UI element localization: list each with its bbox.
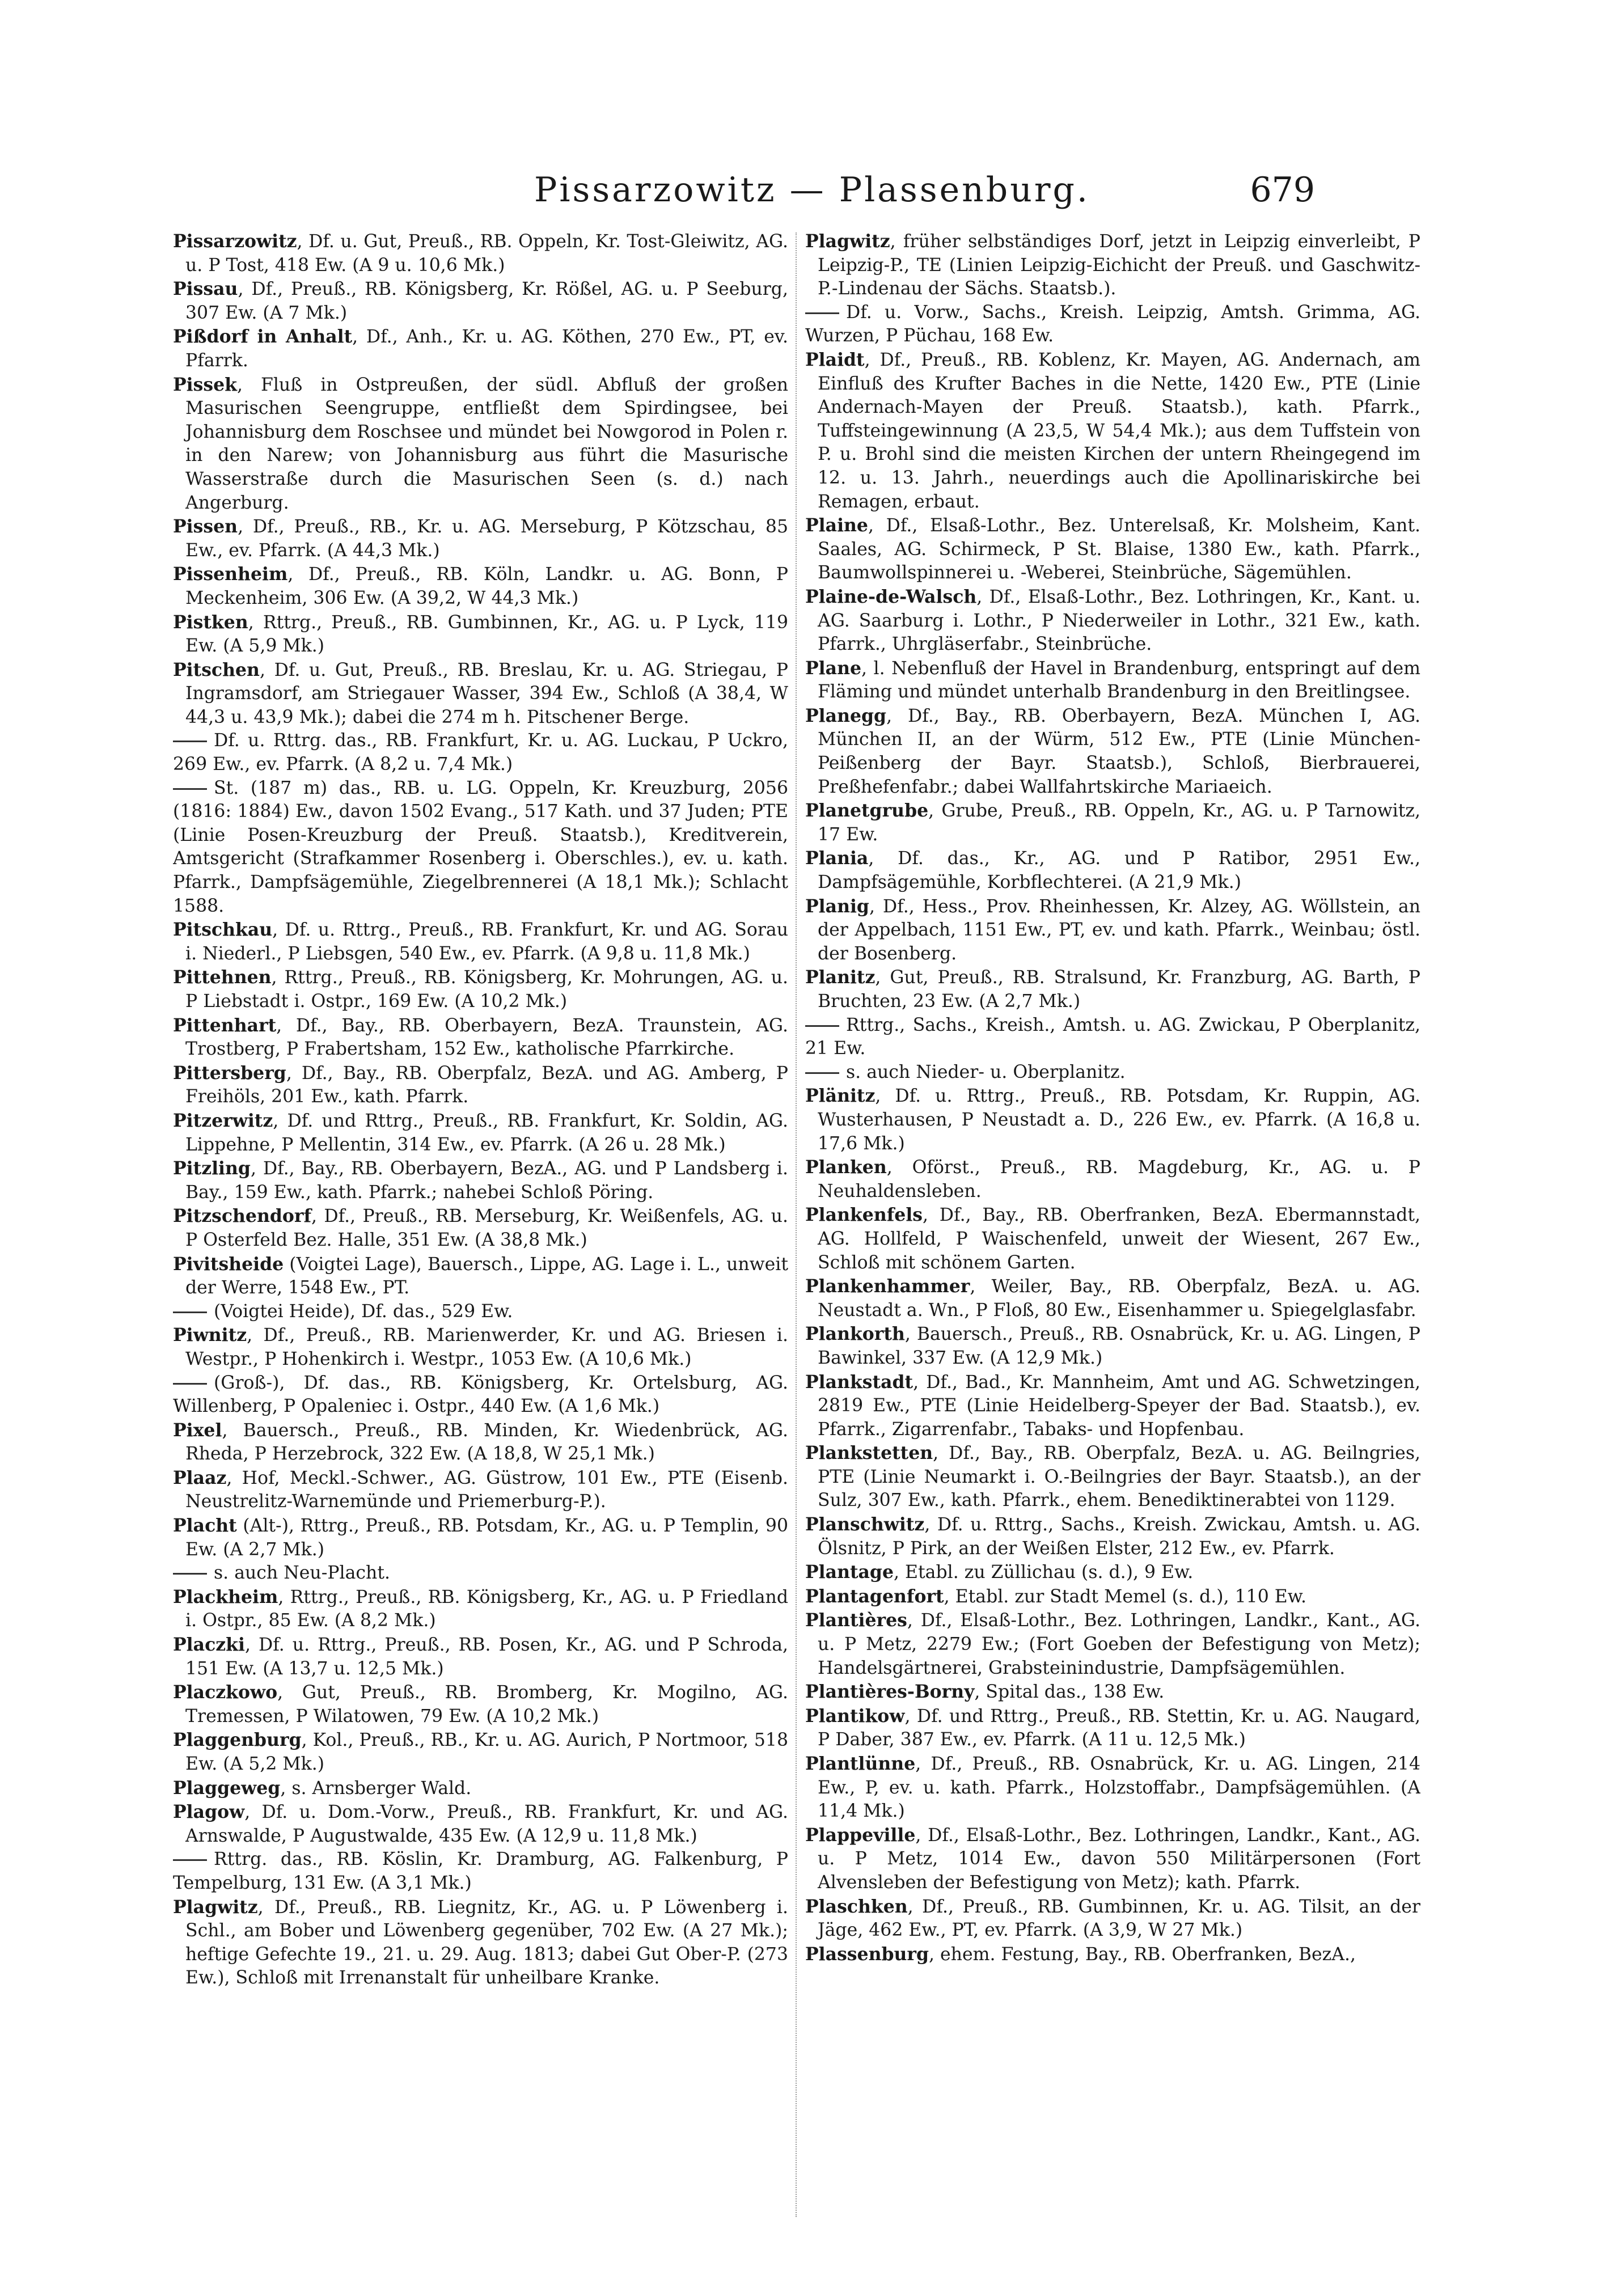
entry-text: , Df., Anh., Kr. u. AG. Köthen, 270 Ew., PT, ev. Pfarrk.	[185, 327, 788, 371]
gazetteer-entry	[805, 348, 1420, 514]
column-divider	[796, 232, 797, 2217]
entry-headword: Planegg	[805, 705, 887, 726]
entry-text: , Weiler, Bay., RB. Oberpfalz, BezA. u. AG. Neustadt a. Wn., P Floß, 80 Ew., Eisenhammer u. Spiegelglasfabr.	[818, 1276, 1420, 1321]
entry-headword: Planig	[805, 895, 869, 917]
entry-text: (Voigtei Lage), Bauersch., Lippe, AG. Lage i. L., unweit der Werre, 1548 Ew., PT.	[185, 1254, 788, 1298]
entry-headword: Plagow	[173, 1801, 245, 1823]
left-column	[173, 230, 788, 2226]
entry-text: , Spital das., 138 Ew.	[974, 1682, 1165, 1703]
entry-text: , Df., Preuß., RB. Koblenz, Kr. Mayen, AG. Andernach, am Einfluß des Krufter Baches in die Nette, 1420 Ew., PTE (Linie Andernach-Mayen der Preuß. Staatsb.), kath. Pfarrk., Tuffsteingewinnung (A 23,5, W 54,4 Mk.); aus dem Tuffstein von P. u. Brohl sind die meisten Kirchen der untern Rheingegend im 12. u. 13. Jahrh., neuerdings auch die Apollinariskirche bei Remagen, erbaut.	[818, 349, 1420, 512]
entry-headword: Planken	[805, 1157, 887, 1178]
gazetteer-entry	[173, 1896, 788, 1990]
entry-text: St. (187 m) das., RB. u. LG. Oppeln, Kr. Kreuzburg, 2056 (1816: 1884) Ew., davon 1502 Evang., 517 Kath. und 37 Juden; PTE (Linie Posen-Kreuzburg der Preuß. Staatsb.), Kreditverein, Amtsgericht (Strafkammer Rosenberg i. Oberschles.), ev. u. kath. Pfarrk., Dampfsägemühle, Ziegelbrennerei (A 18,1 Mk.); Schlacht 1588.	[173, 777, 788, 916]
entry-text: , Df., Bay., RB. Oberfranken, BezA. Ebermannstadt, AG. Hollfeld, P Waischenfeld, unweit der Wiesent, 267 Ew., Schloß mit schönem Garten.	[818, 1205, 1420, 1273]
entry-headword: Pitzschendorf	[173, 1205, 312, 1227]
entry-text: Rttrg., Sachs., Kreish., Amtsh. u. AG. Zwickau, P Oberplanitz, 21 Ew.	[805, 1014, 1420, 1059]
entry-headword: Pitschen	[173, 659, 260, 680]
entry-text: , Etabl. zur Stadt Memel (s. d.), 110 Ew.	[944, 1586, 1306, 1607]
gazetteer-entry	[805, 895, 1420, 966]
gazetteer-entry	[805, 1441, 1420, 1513]
entry-text: , Rttrg., Preuß., RB. Königsberg, Kr., AG. u. P Friedland i. Ostpr., 85 Ew. (A 8,2 Mk.)	[185, 1587, 788, 1631]
entry-text: Df. u. Vorw., Sachs., Kreish. Leipzig, Amtsh. Grimma, AG. Wurzen, P Püchau, 168 Ew.	[805, 302, 1420, 346]
entry-headword: Plaidt	[805, 349, 865, 370]
entry-headword: Pißdorf in Anhalt	[173, 326, 353, 348]
entry-headword: Plaaz	[173, 1467, 227, 1488]
gazetteer-entry	[805, 1585, 1420, 1609]
entry-headword: Pissenheim	[173, 564, 288, 585]
entry-text: , Fluß in Ostpreußen, der südl. Abfluß der großen Masurischen Seengruppe, entfließt dem Spirdingsee, bei Johannisburg dem Roschsee und mündet bei Nowgorod in Polen r. in den Narew; von Johannisburg aus führt die Masurische Wasserstraße durch die Masurischen Seen (s. d.) nach Angerburg.	[185, 374, 788, 513]
entry-headword: Plaggenburg	[173, 1729, 302, 1751]
gazetteer-entry	[173, 1253, 788, 1300]
entry-text: , Df. u. Rttrg., Preuß., RB. Posen, Kr., AG. und P Schroda, 151 Ew. (A 13,7 u. 12,5 Mk.)	[185, 1635, 788, 1679]
entry-text: s. auch Neu-Placht.	[214, 1563, 390, 1584]
gazetteer-entry	[173, 918, 788, 966]
entry-headword: Planitz	[805, 967, 876, 988]
entry-headword: Pistken	[173, 611, 248, 633]
entry-text: , Etabl. zu Züllichau (s. d.), 9 Ew.	[894, 1562, 1194, 1583]
entry-headword: Plankenhammer	[805, 1276, 970, 1297]
gazetteer-entry	[805, 1704, 1420, 1752]
entry-headword: Pissarzowitz	[173, 231, 297, 252]
entry-headword: Pissau	[173, 278, 238, 300]
entry-text: Rttrg. das., RB. Köslin, Kr. Dramburg, AG. Falkenburg, P Tempelburg, 131 Ew. (A 3,1 Mk.)	[173, 1849, 788, 1893]
gazetteer-entry	[173, 1372, 788, 1419]
gazetteer-entry	[805, 230, 1420, 301]
entry-text: Df. u. Rttrg. das., RB. Frankfurt, Kr. u. AG. Luckau, P Uckro, 269 Ew., ev. Pfarrk. (A 8,2 u. 7,4 Mk.)	[173, 730, 788, 775]
entry-text: , Df. und Rttrg., Preuß., RB. Frankfurt, Kr. Soldin, AG. Lippehne, P Mellentin, 314 Ew., ev. Pfarrk. (A 26 u. 28 Mk.)	[185, 1110, 788, 1155]
gazetteer-entry	[173, 277, 788, 325]
running-title: Pissarzowitz — Plassenburg.	[534, 170, 1090, 210]
entry-text: , Df., Preuß., RB. Gumbinnen, Kr. u. AG. Tilsit, an der Jäge, 462 Ew., PT, ev. Pfarrk. (A 3,9, W 27 Mk.)	[818, 1896, 1420, 1941]
gazetteer-entry	[173, 230, 788, 277]
gazetteer-entry	[173, 1157, 788, 1204]
entry-headword: Piwnitz	[173, 1325, 247, 1346]
entry-text: , Df. u. Gut, Preuß., RB. Breslau, Kr. u. AG. Striegau, P Ingramsdorf, am Striegauer Wasser, 394 Ew., Schloß (A 38,4, W 44,3 u. 43,9 Mk.); dabei die 274 m h. Pitschener Berge.	[185, 659, 788, 727]
entry-headword: Pittersberg	[173, 1062, 286, 1084]
gazetteer-entry	[805, 585, 1420, 657]
entry-text: , Df., Preuß., RB. Königsberg, Kr. Rößel, AG. u. P Seeburg, 307 Ew. (A 7 Mk.)	[185, 279, 788, 323]
gazetteer-entry	[173, 777, 788, 919]
entry-text: , Df., Bay., RB. Oberpfalz, BezA. u. AG. Beilngries, PTE (Linie Neumarkt i. O.-Beilngries der Bayr. Staatsb.), an der Sulz, 307 Ew., kath. Pfarrk., ehem. Benediktinerabtei von 1129.	[818, 1443, 1420, 1511]
entry-headword: Plaschken	[805, 1896, 908, 1917]
entry-text: , Df. u. Rttrg., Preuß., RB. Potsdam, Kr. Ruppin, AG. Wusterhausen, P Neustadt a. D., 226 Ew., ev. Pfarrk. (A 16,8 u. 17,6 Mk.)	[818, 1086, 1420, 1154]
gazetteer-entry	[805, 514, 1420, 585]
gazetteer-entry	[805, 1156, 1420, 1203]
entry-text: , früher selbständiges Dorf, jetzt in Leipzig einverleibt, P Leipzig-P., TE (Linien Leipzig-Eichicht der Preuß. und Gaschwitz-P.-Lindenau der Sächs. Staatsb.).	[818, 231, 1420, 299]
gazetteer-entry	[805, 1895, 1420, 1943]
entry-text: , Gut, Preuß., RB. Bromberg, Kr. Mogilno, AG. Tremessen, P Wilatowen, 79 Ew. (A 10,2 Mk.)	[185, 1682, 788, 1727]
gazetteer-entry	[173, 1514, 788, 1562]
entry-headword: Plantage	[805, 1562, 894, 1583]
gazetteer-entry	[173, 1562, 788, 1585]
repeat-dash	[173, 1859, 207, 1861]
repeat-dash	[805, 1025, 839, 1027]
entry-text: , Df., Preuß., RB. Merseburg, Kr. Weißenfels, AG. u. P Osterfeld Bez. Halle, 351 Ew. (A 38,8 Mk.)	[185, 1206, 788, 1250]
entry-text: , Oförst., Preuß., RB. Magdeburg, Kr., AG. u. P Neuhaldensleben.	[818, 1157, 1420, 1202]
entry-text: , Rttrg., Preuß., RB. Gumbinnen, Kr., AG. u. P Lyck, 119 Ew. (A 5,9 Mk.)	[185, 612, 788, 657]
gazetteer-entry	[173, 1681, 788, 1728]
entry-headword: Plankstetten	[805, 1442, 933, 1464]
gazetteer-entry	[173, 1633, 788, 1681]
entry-text: , Df., Elsaß-Lothr., Bez. Lothringen, Landkr., Kant., AG. u. P Metz, 1014 Ew., davon 550 Militärpersonen (Fort Alvensleben der Befestigung von Metz); kath. Pfarrk.	[818, 1825, 1420, 1893]
right-column	[805, 230, 1420, 2226]
entry-text: , l. Nebenfluß der Havel in Brandenburg, entspringt auf dem Fläming und mündet unterhalb Brandenburg in den Breitlingsee.	[818, 658, 1420, 703]
gazetteer-entry	[173, 515, 788, 562]
entry-headword: Pivitsheide	[173, 1253, 284, 1275]
entry-headword: Pitzerwitz	[173, 1110, 273, 1131]
entry-text: , Kol., Preuß., RB., Kr. u. AG. Aurich, P Nortmoor, 518 Ew. (A 5,2 Mk.)	[185, 1730, 788, 1774]
gazetteer-entry	[805, 1322, 1420, 1370]
entry-text: (Voigtei Heide), Df. das., 529 Ew.	[214, 1301, 513, 1322]
entry-headword: Pittehnen	[173, 967, 272, 988]
entry-text: , Gut, Preuß., RB. Stralsund, Kr. Franzburg, AG. Barth, P Bruchten, 23 Ew. (A 2,7 Mk.)	[818, 967, 1420, 1012]
gazetteer-entry	[805, 966, 1420, 1013]
entry-headword: Plantikow	[805, 1705, 905, 1727]
gazetteer-entry	[805, 657, 1420, 704]
gazetteer-entry	[805, 1609, 1420, 1680]
gazetteer-entry	[173, 1728, 788, 1776]
gazetteer-entry	[805, 1824, 1420, 1895]
entry-text: , Grube, Preuß., RB. Oppeln, Kr., AG. u. P Tarnowitz, 17 Ew.	[818, 801, 1420, 845]
page-number: 679	[1250, 170, 1315, 210]
entry-text: , Df. und Rttrg., Preuß., RB. Stettin, Kr. u. AG. Naugard, P Daber, 387 Ew., ev. Pfarrk. (A 11 u. 12,5 Mk.)	[818, 1706, 1420, 1750]
gazetteer-entry	[805, 704, 1420, 799]
entry-text: , Df., Elsaß-Lothr., Bez. Unterelsaß, Kr. Molsheim, Kant. Saales, AG. Schirmeck, P St. Blaise, 1380 Ew., kath. Pfarrk., Baumwollspinnerei u. -Weberei, Steinbrüche, Sägemühlen.	[818, 515, 1420, 583]
entry-text: , Df. u. Rttrg., Preuß., RB. Frankfurt, Kr. und AG. Sorau i. Niederl., P Liebsgen, 540 Ew., ev. Pfarrk. (A 9,8 u. 11,8 Mk.)	[185, 920, 788, 964]
entry-headword: Planetgrube	[805, 800, 929, 822]
gazetteer-entry	[805, 1014, 1420, 1061]
entry-headword: Plankorth	[805, 1323, 905, 1345]
gazetteer-entry	[173, 1585, 788, 1633]
gazetteer-entry	[805, 1084, 1420, 1156]
gazetteer-entry	[805, 1061, 1420, 1085]
entry-text: , Df. u. Dom.-Vorw., Preuß., RB. Frankfurt, Kr. und AG. Arnswalde, P Augustwalde, 435 Ew. (A 12,9 u. 11,8 Mk.)	[185, 1802, 788, 1846]
entry-text: , Df., Bay., RB. Oberbayern, BezA., AG. und P Landsberg i. Bay., 159 Ew., kath. Pfarrk.; nahebei Schloß Pöring.	[185, 1158, 788, 1203]
entry-headword: Plankenfels	[805, 1204, 923, 1226]
entry-headword: Pittenhart	[173, 1014, 277, 1036]
entry-text: , Df., Hess., Prov. Rheinhessen, Kr. Alzey, AG. Wöllstein, an der Appelbach, 1151 Ew., PT, ev. und kath. Pfarrk., Weinbau; östl. der Bosenberg.	[818, 896, 1420, 964]
entry-text: (Groß-), Df. das., RB. Königsberg, Kr. Ortelsburg, AG. Willenberg, P Opaleniec i. Ostpr., 440 Ew. (A 1,6 Mk.)	[173, 1372, 788, 1417]
gazetteer-entry	[173, 1014, 788, 1061]
entry-text: s. auch Nieder- u. Oberplanitz.	[846, 1061, 1126, 1082]
gazetteer-entry	[173, 611, 788, 658]
repeat-dash	[173, 1383, 207, 1385]
gazetteer-entry	[805, 1943, 1420, 1967]
gazetteer-entry	[173, 1776, 788, 1801]
gazetteer-entry	[805, 1513, 1420, 1560]
gazetteer-entry	[173, 1848, 788, 1895]
gazetteer-entry	[805, 1370, 1420, 1442]
gazetteer-entry	[805, 301, 1420, 348]
gazetteer-entry	[805, 1275, 1420, 1322]
entry-text: , Df., Elsaß-Lothr., Bez. Lothringen, Landkr., Kant., AG. u. P Metz, 2279 Ew.; (Fort Goeben der Befestigung von Metz); Handelsgärtnerei, Grabsteinindustrie, Dampfsägemühlen.	[818, 1610, 1420, 1678]
gazetteer-entry	[805, 1752, 1420, 1824]
entry-text: , Df., Preuß., RB. Liegnitz, Kr., AG. u. P Löwenberg i. Schl., am Bober und Löwenberg gegenüber, 702 Ew. (A 27 Mk.); heftige Gefechte 19., 21. u. 29. Aug. 1813; dabei Gut Ober-P. (273 Ew.), Schloß mit Irrenanstalt für unheilbare Kranke.	[185, 1897, 788, 1989]
entry-headword: Placzki	[173, 1634, 245, 1656]
repeat-dash	[173, 1573, 207, 1575]
entry-headword: Placzkowo	[173, 1682, 278, 1703]
entry-text: , ehem. Festung, Bay., RB. Oberfranken, BezA.,	[929, 1944, 1356, 1965]
entry-headword: Plantlünne	[805, 1753, 916, 1774]
gazetteer-entry	[173, 1109, 788, 1157]
entry-headword: Planschwitz	[805, 1514, 925, 1535]
gazetteer-entry	[173, 1061, 788, 1109]
gazetteer-entry	[173, 966, 788, 1013]
entry-headword: Plappeville	[805, 1824, 916, 1846]
gazetteer-entry	[173, 325, 788, 373]
gazetteer-entry	[173, 1800, 788, 1848]
entry-headword: Plaggeweg	[173, 1777, 281, 1799]
entry-headword: Plassenburg	[805, 1943, 929, 1965]
entry-headword: Plantagenfort	[805, 1585, 944, 1607]
entry-headword: Plania	[805, 848, 869, 869]
gazetteer-entry	[173, 562, 788, 610]
gazetteer-entry	[805, 1203, 1420, 1275]
entry-text: (Alt-), Rttrg., Preuß., RB. Potsdam, Kr., AG. u. P Templin, 90 Ew. (A 2,7 Mk.)	[185, 1516, 788, 1560]
gazetteer-entry	[173, 1300, 788, 1324]
entry-headword: Pitzling	[173, 1158, 251, 1179]
entry-text: , Df., Preuß., RB., Kr. u. AG. Merseburg, P Kötzschau, 85 Ew., ev. Pfarrk. (A 44,3 Mk.)	[185, 517, 788, 561]
entry-text: , Df., Bay., RB. Oberbayern, BezA. Traunstein, AG. Trostberg, P Frabertsham, 152 Ew., katholische Pfarrkirche.	[185, 1015, 788, 1060]
gazetteer-entry	[173, 1204, 788, 1252]
entry-text: , Bauersch., Preuß., RB. Osnabrück, Kr. u. AG. Lingen, P Bawinkel, 337 Ew. (A 12,9 Mk.)	[818, 1324, 1420, 1368]
gazetteer-entry	[805, 1680, 1420, 1704]
entry-headword: Pitschkau	[173, 919, 273, 941]
entry-text: , Rttrg., Preuß., RB. Königsberg, Kr. Mohrungen, AG. u. P Liebstadt i. Ostpr., 169 Ew. (A 10,2 Mk.)	[185, 967, 788, 1012]
gazetteer-entry	[805, 1560, 1420, 1585]
entry-text: , Df., Bay., RB. Oberbayern, BezA. München I, AG. München II, an der Würm, 512 Ew., PTE (Linie München-Peißenberg der Bayr. Staatsb.), Schloß, Bierbrauerei, Preßhefenfabr.; dabei Wallfahrtskirche Mariaeich.	[818, 705, 1420, 797]
entry-headword: Plaine	[805, 515, 868, 536]
entry-text: , Df., Bad., Kr. Mannheim, Amt und AG. Schwetzingen, 2819 Ew., PTE (Linie Heidelberg-Speyer der Bad. Staatsb.), ev. Pfarrk., Zigarrenfabr., Tabaks- und Hopfenbau.	[818, 1372, 1420, 1440]
gazetteer-entry	[173, 658, 788, 730]
page-header	[0, 170, 1624, 221]
entry-text: , Hof, Meckl.-Schwer., AG. Güstrow, 101 Ew., PTE (Eisenb. Neustrelitz-Warnemünde und Priemerburg-P.).	[185, 1467, 788, 1512]
gazetteer-entry	[805, 799, 1420, 847]
entry-text: , s. Arnsberger Wald.	[280, 1778, 472, 1799]
entry-text: , Df., Preuß., RB. Osnabrück, Kr. u. AG. Lingen, 214 Ew., P, ev. u. kath. Pfarrk., Holzstoffabr., Dampfsägemühlen. (A 11,4 Mk.)	[818, 1754, 1420, 1822]
entry-text: , Df. u. Rttrg., Sachs., Kreish. Zwickau, Amtsh. u. AG. Ölsnitz, P Pirk, an der Weißen Elster, 212 Ew., ev. Pfarrk.	[818, 1514, 1420, 1559]
entry-headword: Plänitz	[805, 1085, 876, 1107]
entry-headword: Plankstadt	[805, 1371, 914, 1393]
repeat-dash	[173, 788, 207, 790]
repeat-dash	[173, 1312, 207, 1313]
repeat-dash	[805, 312, 839, 314]
entry-headword: Plantières-Borny	[805, 1681, 975, 1703]
gazetteer-entry	[173, 729, 788, 776]
entry-headword: Plagwitz	[173, 1896, 258, 1918]
entry-headword: Pissen	[173, 516, 238, 538]
entry-text: , Df., Elsaß-Lothr., Bez. Lothringen, Kr., Kant. u. AG. Saarburg i. Lothr., P Niederweiler in Lothr., 321 Ew., kath. Pfarrk., Uhrgläserfabr., Steinbrüche.	[818, 586, 1420, 655]
entry-text: , Df. das., Kr., AG. und P Ratibor, 2951 Ew., Dampfsägemühle, Korbflechterei. (A 21,9 Mk.)	[818, 848, 1420, 893]
entry-headword: Pissek	[173, 374, 237, 395]
entry-headword: Pixel	[173, 1419, 222, 1441]
repeat-dash	[173, 741, 207, 742]
entry-headword: Plantières	[805, 1610, 907, 1631]
gazetteer-entry	[173, 1419, 788, 1466]
entry-headword: Plackheim	[173, 1586, 278, 1607]
entry-text: , Df., Bay., RB. Oberpfalz, BezA. und AG. Amberg, P Freihöls, 201 Ew., kath. Pfarrk.	[185, 1063, 788, 1107]
entry-text: , Df., Preuß., RB. Köln, Landkr. u. AG. Bonn, P Meckenheim, 306 Ew. (A 39,2, W 44,3 Mk.)	[185, 564, 788, 608]
gazetteer-entry	[173, 373, 788, 515]
repeat-dash	[805, 1072, 839, 1074]
entry-text: , Df. u. Gut, Preuß., RB. Oppeln, Kr. Tost-Gleiwitz, AG. u. P Tost, 418 Ew. (A 9 u. 10,6 Mk.)	[185, 231, 788, 276]
entry-headword: Plaine-de-Walsch	[805, 586, 977, 607]
gazetteer-entry	[173, 1466, 788, 1514]
entry-headword: Plagwitz	[805, 231, 890, 252]
gazetteer-entry	[173, 1323, 788, 1371]
entry-text: , Bauersch., Preuß., RB. Minden, Kr. Wiedenbrück, AG. Rheda, P Herzebrock, 322 Ew. (A 18,8, W 25,1 Mk.)	[185, 1420, 788, 1465]
gazetteer-entry	[805, 847, 1420, 894]
entry-headword: Placht	[173, 1515, 237, 1537]
entry-text: , Df., Preuß., RB. Marienwerder, Kr. und AG. Briesen i. Westpr., P Hohenkirch i. Westpr., 1053 Ew. (A 10,6 Mk.)	[185, 1325, 788, 1369]
entry-headword: Plane	[805, 657, 862, 679]
